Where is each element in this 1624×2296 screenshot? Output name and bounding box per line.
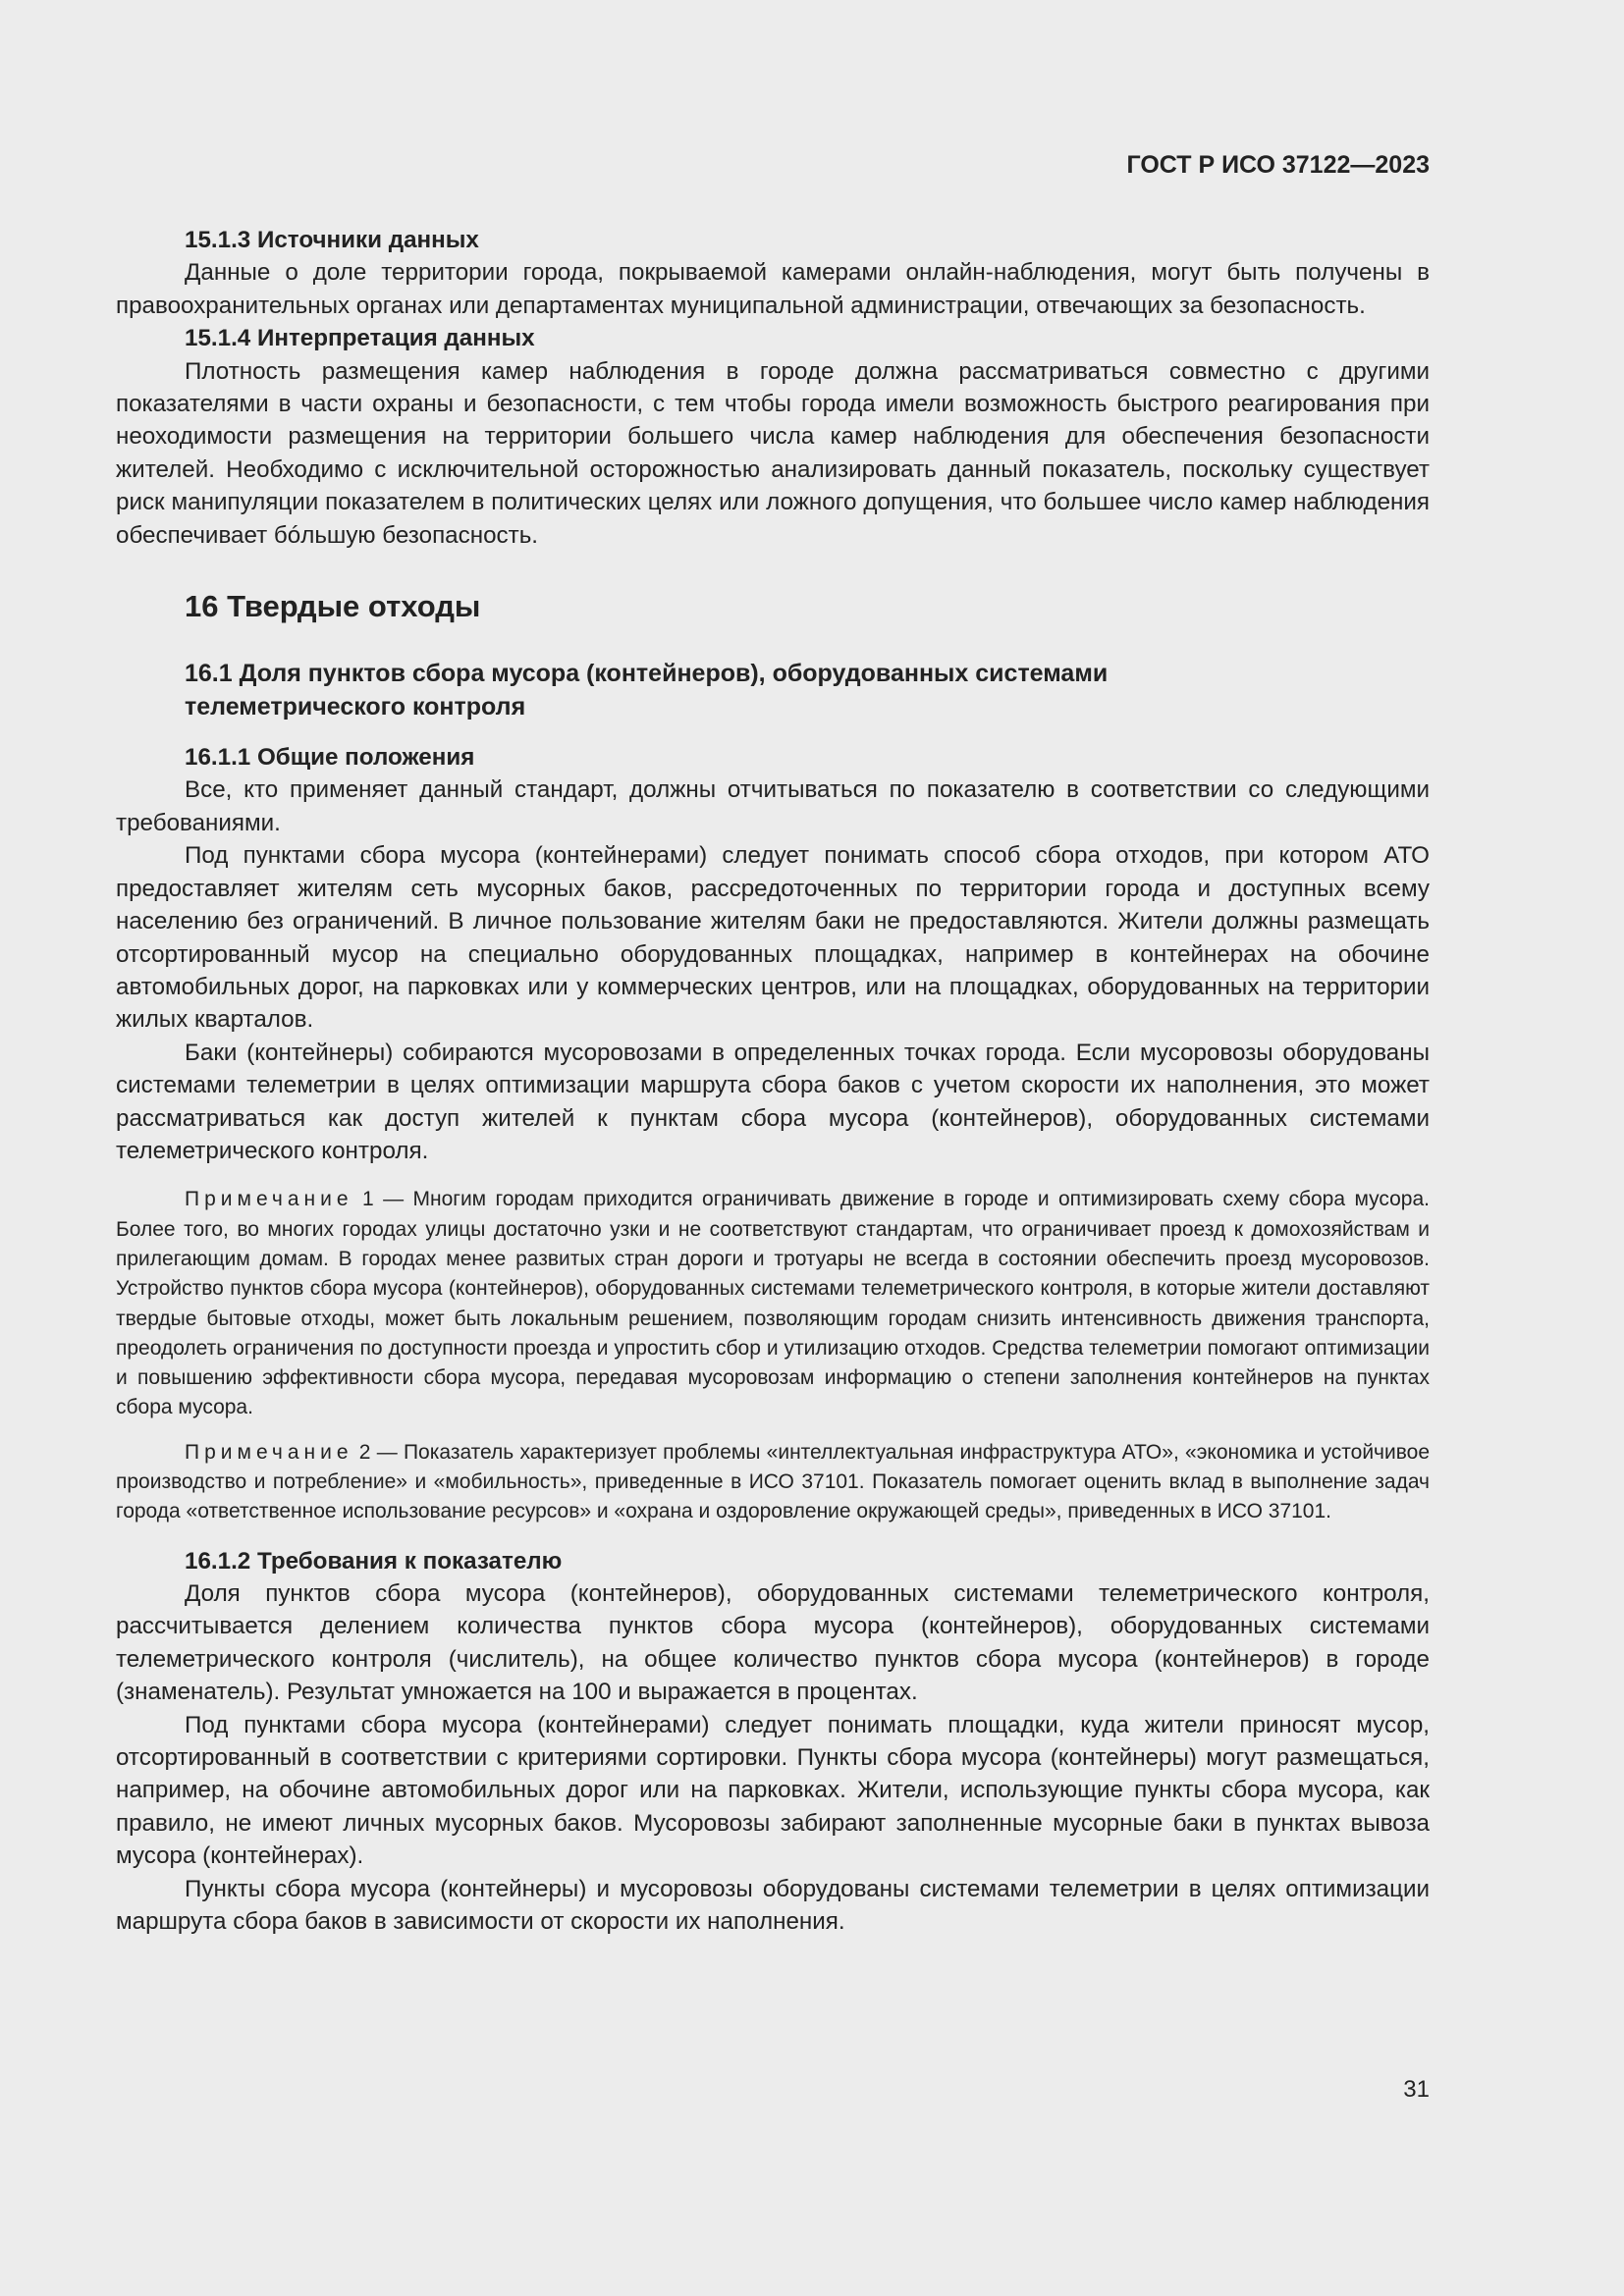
document-body xyxy=(116,224,1430,1938)
heading-section-16: 16 Твердые отходы xyxy=(185,589,481,624)
paragraph-15-1-4-1: Плотность размещения камер наблюдения в городе должна рассматриваться совместно с другими показателями в части охраны и безопасности, с тем чтобы города имели возможность быстрого реагирования при неоходимости размещения на территории большего числа камер наблюдения для обеспечения безопасности жителей. Необходимо с исключительной осторожностью анализировать данный показатель, поскольку существует риск манипуляции показателем в политических целях или ложного допущения, что большее число камер наблюдения обеспечивает бóльшую безопасность. xyxy=(116,357,1430,549)
note-1-text: 1 — Многим городам приходится ограничивать движение в городе и оптимизировать схему сбора мусора. Более того, во многих городах улицы достаточно узки и не соответствуют стандартам, что ограничивает проезд к домохозяйствам и прилегающим домам. В городах менее развитых стран дороги и тротуары не всегда в состоянии обеспечить проезд мусоровозов. Устройство пунктов сбора мусора (контейнеров), оборудованных системами телеметрического контроля, в которые жители доставляют твердые бытовые отходы, может быть локальным решением, позволяющим городам снизить интенсивность движения транспорта, преодолеть ограничения по доступности проезда и упростить сбор и утилизацию отходов. Средства телеметрии помогают оптимизации и повышению эффективности сбора мусора, передавая мусоровозам информацию о степени заполнения контейнеров на пунктах сбора мусора. xyxy=(116,1188,1430,1419)
heading-15-1-4: 15.1.4 Интерпретация данных xyxy=(185,325,535,352)
heading-16-1: 16.1 Доля пунктов сбора мусора (контейнеров), оборудованных системами телеметрического контроля xyxy=(185,660,1109,721)
heading-15-1-3: 15.1.3 Источники данных xyxy=(185,227,479,253)
note-2-text: 2 — Показатель характеризует проблемы «интеллектуальная инфраструктура АТО», «экономика и устойчивое производство и потребление» и «мобильность», приведенные в ИСО 37101. Показатель помогает оценить вклад в выполнение задач города «ответственное использование ресурсов» и «охрана и оздоровление окружающей среды», приведенных в ИСО 37101. xyxy=(116,1440,1430,1523)
heading-16-1-1: 16.1.1 Общие положения xyxy=(185,744,475,772)
paragraph-16-1-2-2: Под пунктами сбора мусора (контейнерами) следует понимать площадки, куда жители приносят мусор, отсортированный в соответствии с критериями сортировки. Пункты сбора мусора (контейнеры) могут размещаться, например, на обочине автомобильных дорог или на парковках. Жители, использующие пункты сбора мусора, как правило, не имеют личных мусорных баков. Мусоровозы забирают заполненные мусорные баки в пунктах вывоза мусора (контейнерах). xyxy=(116,1711,1430,1870)
paragraph-15-1-3-1: Данные о доле территории города, покрываемой камерами онлайн-наблюдения, могут быть получены в правоохранительных органах или департаментах муниципальной администрации, отвечающих за безопасность. xyxy=(116,259,1430,319)
note-1-label: Примечание xyxy=(185,1188,353,1211)
document-header-standard-id: ГОСТ Р ИСО 37122—2023 xyxy=(1126,151,1430,179)
paragraph-16-1-1-1: Все, кто применяет данный стандарт, должны отчитываться по показателю в соответствии со следующими требованиями. xyxy=(116,776,1430,836)
paragraph-16-1-2-1: Доля пунктов сбора мусора (контейнеров), оборудованных системами телеметрического контроля, рассчитывается делением количества пунктов сбора мусора (контейнеров), оборудованных системами телеметрического контроля (числитель), на общее количество пунктов сбора мусора (контейнеров) в городе (знаменатель). Результат умножается на 100 и выражается в процентах. xyxy=(116,1580,1430,1706)
note-2-label: Примечание xyxy=(185,1440,353,1464)
page-number: 31 xyxy=(1403,2076,1430,2103)
note-1 xyxy=(116,1185,1430,1422)
note-2 xyxy=(116,1438,1430,1527)
paragraph-16-1-1-2: Под пунктами сбора мусора (контейнерами) следует понимать способ сбора отходов, при котором АТО предоставляет жителям сеть мусорных баков, рассредоточенных по территории города и доступных всему населению без ограничений. В личное пользование жителям баки не предоставляются. Жители должны размещать отсортированный мусор на специально оборудованных площадках, например в контейнерах на обочине автомобильных дорог, на парковках или у коммерческих центров, или на площадках, оборудованных на территории жилых кварталов. xyxy=(116,842,1430,1034)
paragraph-16-1-2-3: Пункты сбора мусора (контейнеры) и мусоровозы оборудованы системами телеметрии в целях оптимизации маршрута сбора баков в зависимости от скорости их наполнения. xyxy=(116,1875,1430,1936)
document-page xyxy=(116,0,1430,2296)
paragraph-16-1-1-3: Баки (контейнеры) собираются мусоровозами в определенных точках города. Если мусоровозы оборудованы системами телеметрии в целях оптимизации маршрута сбора баков с учетом скорости их наполнения, это может рассматриваться как доступ жителей к пунктам сбора мусора (контейнеров), оборудованных системами телеметрического контроля. xyxy=(116,1039,1430,1164)
heading-16-1-2: 16.1.2 Требования к показателю xyxy=(185,1547,563,1575)
